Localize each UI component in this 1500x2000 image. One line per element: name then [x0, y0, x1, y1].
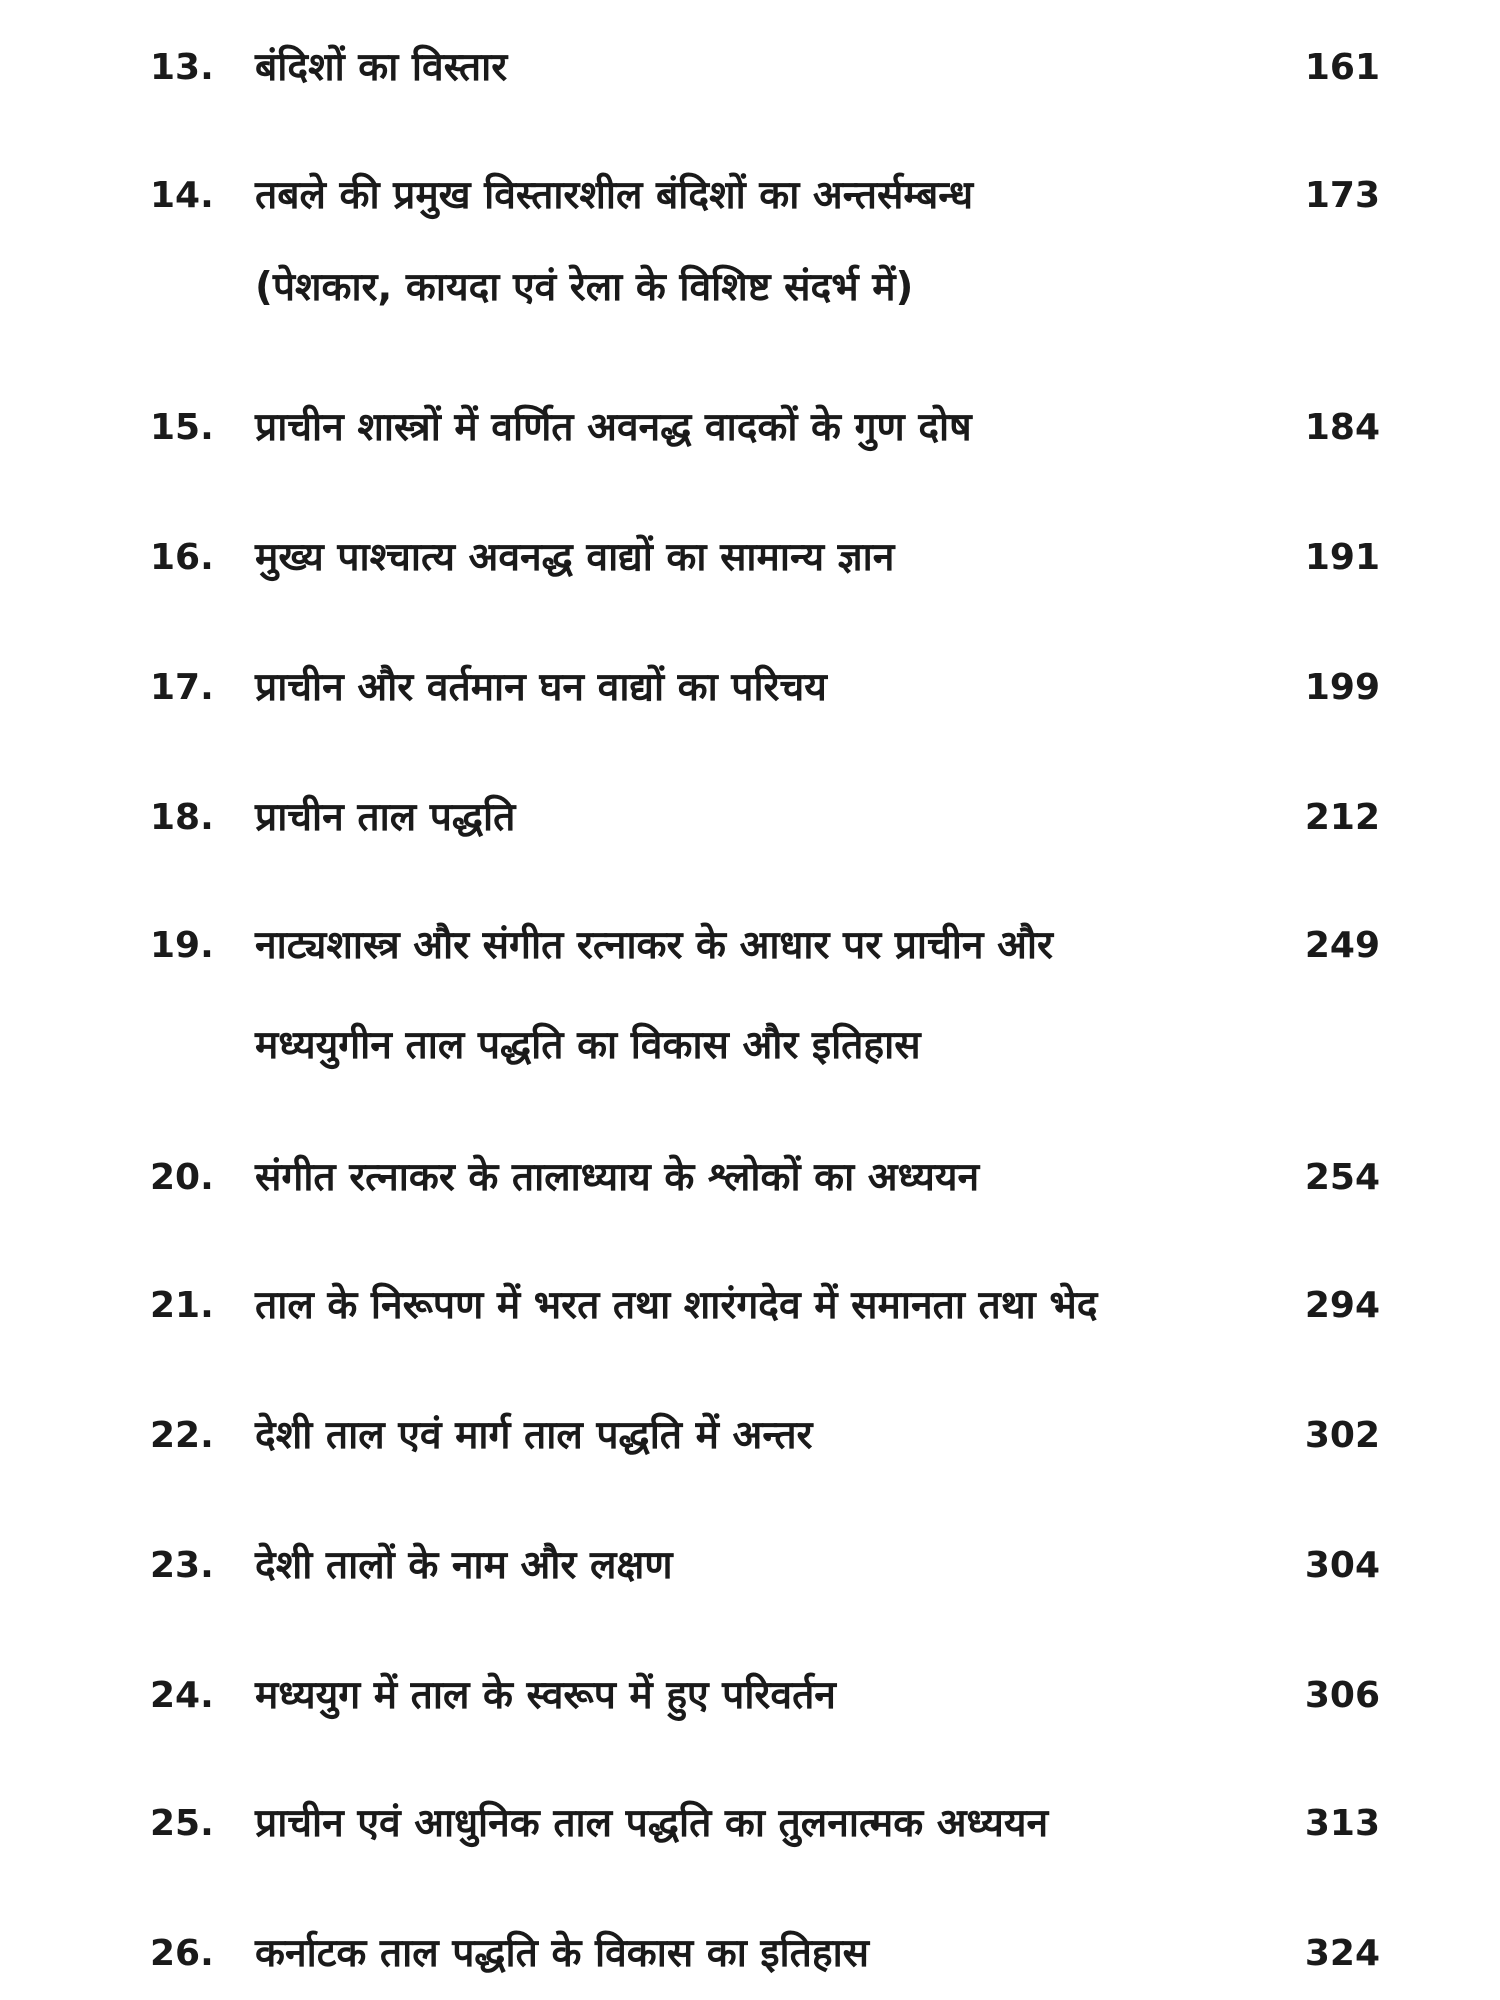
- entry-title: ताल के निरूपण में भरत तथा शारंगदेव में समानता तथा भेद: [255, 1283, 1098, 1328]
- entry-page-number: 249: [1304, 925, 1380, 966]
- entry-page-number: 306: [1304, 1675, 1380, 1716]
- entry-title: नाट्यशास्त्र और संगीत रत्नाकर के आधार पर प्राचीन और: [255, 923, 1053, 968]
- entry-title: प्राचीन शास्त्रों में वर्णित अवनद्ध वादकों के गुण दोष: [255, 405, 972, 450]
- entry-title: संगीत रत्नाकर के तालाध्याय के श्लोकों का अध्ययन: [255, 1155, 980, 1200]
- entry-title: प्राचीन और वर्तमान घन वाद्यों का परिचय: [255, 665, 827, 710]
- entry-page-number: 212: [1304, 797, 1380, 838]
- entry-number: 13.: [150, 47, 214, 88]
- entry-title: मुख्य पाश्चात्य अवनद्ध वाद्यों का सामान्य ज्ञान: [255, 535, 895, 580]
- entry-page-number: 161: [1304, 47, 1380, 88]
- entry-title-continuation: मध्ययुगीन ताल पद्धति का विकास और इतिहास: [255, 1023, 921, 1068]
- entry-title: प्राचीन ताल पद्धति: [255, 795, 516, 840]
- entry-page-number: 199: [1304, 667, 1380, 708]
- entry-number: 15.: [150, 407, 214, 448]
- entry-number: 18.: [150, 797, 214, 838]
- entry-number: 24.: [150, 1675, 214, 1716]
- entry-number: 22.: [150, 1415, 214, 1456]
- entry-number: 19.: [150, 925, 214, 966]
- entry-title: तबले की प्रमुख विस्तारशील बंदिशों का अन्तर्सम्बन्ध: [255, 173, 974, 218]
- entry-page-number: 184: [1304, 407, 1380, 448]
- entry-number: 16.: [150, 537, 214, 578]
- entry-page-number: 304: [1304, 1545, 1380, 1586]
- entry-title: देशी तालों के नाम और लक्षण: [255, 1543, 673, 1588]
- entry-number: 17.: [150, 667, 214, 708]
- entry-number: 23.: [150, 1545, 214, 1586]
- entry-title: मध्ययुग में ताल के स्वरूप में हुए परिवर्तन: [255, 1673, 836, 1718]
- entry-number: 25.: [150, 1803, 214, 1844]
- entry-page-number: 191: [1304, 537, 1380, 578]
- entry-title: प्राचीन एवं आधुनिक ताल पद्धति का तुलनात्मक अध्ययन: [255, 1801, 1049, 1846]
- entry-title: बंदिशों का विस्तार: [255, 45, 508, 90]
- entry-page-number: 254: [1304, 1157, 1380, 1198]
- entry-number: 21.: [150, 1285, 214, 1326]
- entry-page-number: 173: [1304, 175, 1380, 216]
- entry-title-continuation: (पेशकार, कायदा एवं रेला के विशिष्ट संदर्भ में): [255, 265, 914, 310]
- entry-page-number: 294: [1304, 1285, 1380, 1326]
- entry-number: 26.: [150, 1933, 214, 1974]
- entry-page-number: 324: [1304, 1933, 1380, 1974]
- entry-title: कर्नाटक ताल पद्धति के विकास का इतिहास: [255, 1931, 870, 1976]
- entry-number: 20.: [150, 1157, 214, 1198]
- entry-page-number: 313: [1304, 1803, 1380, 1844]
- entry-title: देशी ताल एवं मार्ग ताल पद्धति में अन्तर: [255, 1413, 813, 1458]
- entry-number: 14.: [150, 175, 214, 216]
- entry-page-number: 302: [1304, 1415, 1380, 1456]
